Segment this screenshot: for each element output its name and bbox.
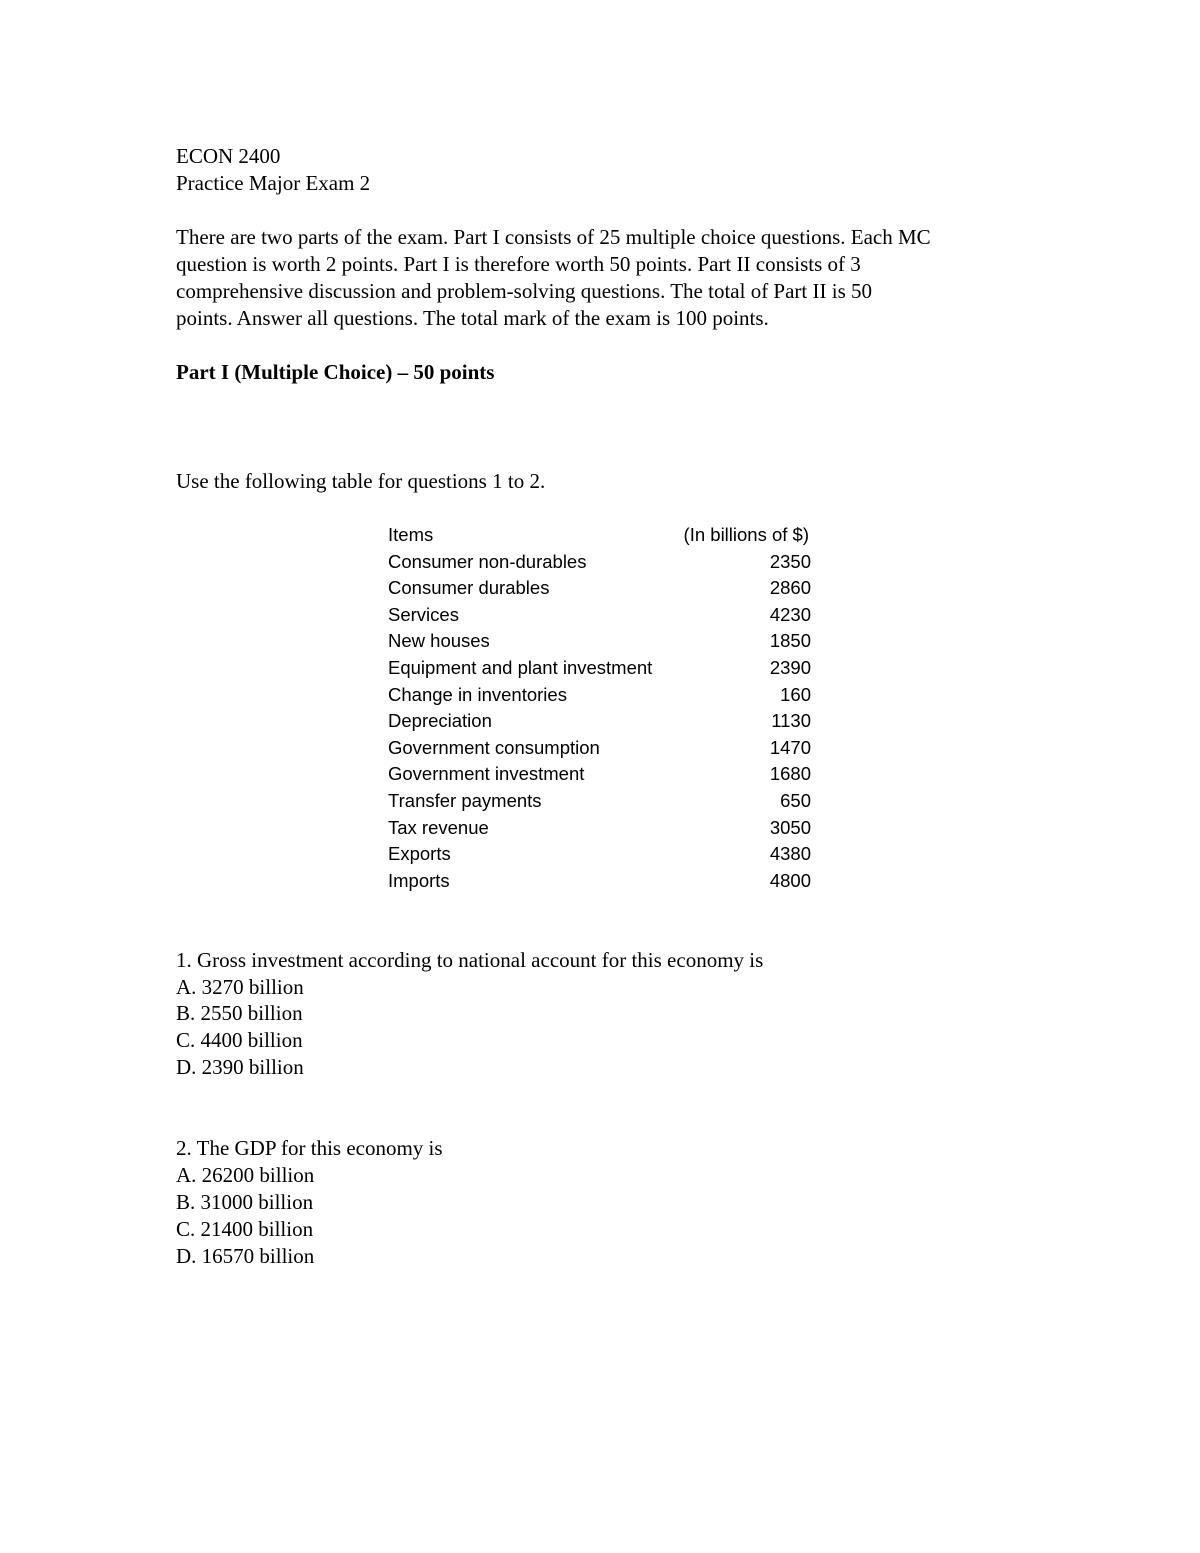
table-cell-value: 4380 (769, 843, 811, 865)
table-intro: Use the following table for questions 1 to 2. (176, 469, 546, 493)
table-cell-item: Services (388, 603, 459, 625)
table-row (388, 815, 813, 842)
table-row (388, 549, 813, 576)
table-row (388, 841, 813, 868)
intro-line: comprehensive discussion and problem-solving questions. The total of Part II is 50 (176, 279, 873, 303)
table-row (388, 735, 813, 762)
intro-line: question is worth 2 points. Part I is therefore worth 50 points. Part II consists of 3 (176, 252, 861, 276)
table-cell-item: Exports (388, 843, 451, 865)
table-cell-item: Transfer payments (388, 789, 542, 811)
table-cell-value: 160 (780, 683, 811, 705)
table-cell-item: Imports (388, 869, 450, 891)
table-cell-value: 1470 (769, 736, 811, 758)
table-cell-item: Equipment and plant investment (388, 656, 653, 678)
question-2-option-b: B. 31000 billion (176, 1190, 314, 1214)
question-1-option-a: A. 3270 billion (176, 975, 304, 999)
table-cell-value: 2350 (769, 550, 811, 572)
table-cell-item: Consumer non-durables (388, 550, 587, 572)
table-cell-value: 1130 (771, 710, 811, 732)
table-cell-value: 1850 (769, 630, 811, 652)
table-cell-item: New houses (388, 630, 490, 652)
table-row (388, 628, 813, 655)
table-cell-value: 1680 (769, 763, 811, 785)
table-cell-item: Tax revenue (388, 816, 489, 838)
course-code: ECON 2400 (176, 144, 281, 168)
question-1-option-b: B. 2550 billion (176, 1001, 303, 1025)
table-header-item: Items (388, 524, 434, 545)
table-row (388, 682, 813, 709)
table-cell-value: 650 (780, 789, 811, 811)
table-cell-item: Depreciation (388, 710, 492, 732)
table-row (388, 788, 813, 815)
table-row (388, 575, 813, 602)
question-1-option-d: D. 2390 billion (176, 1055, 304, 1079)
table-cell-value: 3050 (769, 816, 811, 838)
data-table (388, 522, 813, 894)
table-cell-item: Consumer durables (388, 577, 550, 599)
intro-line: There are two parts of the exam. Part I consists of 25 multiple choice questions. Each MC (176, 225, 931, 249)
table-row (388, 655, 813, 682)
table-cell-value: 2860 (769, 577, 811, 599)
table-cell-item: Government consumption (388, 736, 600, 758)
question-2-stem: 2. The GDP for this economy is (176, 1136, 443, 1160)
question-2-option-c: C. 21400 billion (176, 1217, 314, 1241)
intro-line: points. Answer all questions. The total mark of the exam is 100 points. (176, 306, 769, 330)
question-1-stem: 1. Gross investment according to national account for this economy is (176, 948, 764, 972)
table-header-value: (In billions of $) (683, 524, 809, 545)
table-cell-value: 2390 (769, 656, 811, 678)
table-row (388, 761, 813, 788)
table-cell-value: 4800 (769, 869, 811, 891)
table-row (388, 868, 813, 895)
question-2-option-d: D. 16570 billion (176, 1244, 315, 1268)
table-header-row (388, 522, 813, 549)
table-row (388, 602, 813, 629)
part-one-heading: Part I (Multiple Choice) – 50 points (176, 360, 495, 384)
table-row (388, 708, 813, 735)
exam-title: Practice Major Exam 2 (176, 171, 371, 195)
question-2-option-a: A. 26200 billion (176, 1163, 315, 1187)
table-cell-value: 4230 (769, 603, 811, 625)
table-cell-item: Change in inventories (388, 683, 567, 705)
question-1-option-c: C. 4400 billion (176, 1028, 303, 1052)
table-cell-item: Government investment (388, 763, 585, 785)
